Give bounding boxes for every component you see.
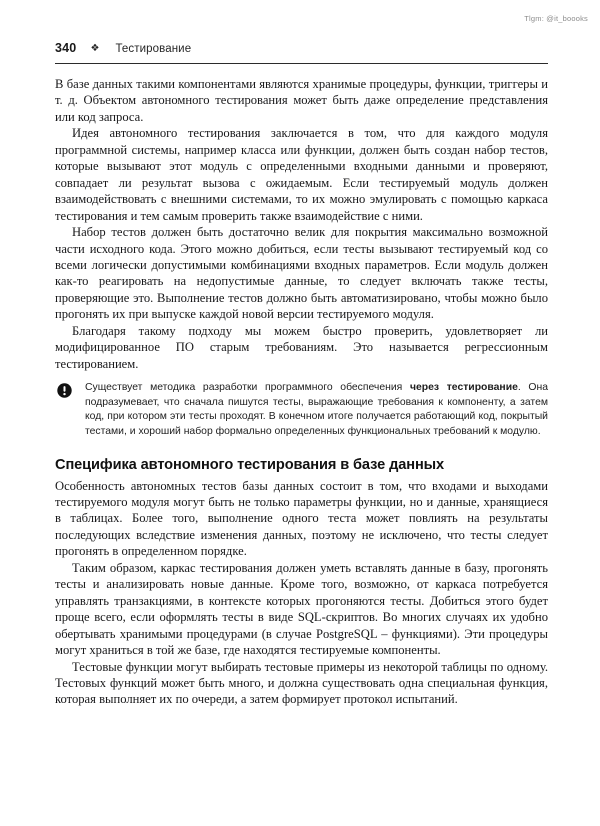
paragraph: Идея автономного тестирования заключается в том, что для каждого модуля программной системы, например класса или функции, должен быть создан набор тестов, которые вызывают этот модуль с определенными входными данными и проверяют, совпадает ли результат вызова с ожидаемым. Если тестируемый модуль должен взаимодействовать с внешними системами, то их можно эмулировать с помощью каркаса тестирования и тем самым проверить также взаимодействие с ними. xyxy=(55,126,548,223)
paragraph: Набор тестов должен быть достаточно велик для покрытия максимально возможной части исходного кода. Этого можно добиться, если тесты вызывают тестируемый код со всеми логически допустимыми комбинациями входных параметров. Если модуль должен как-то реагировать на недопустимые данные, то следует включать также тесты, проверяющие это. Выполнение тестов должно быть автоматизировано, чтобы можно было прогонять их при выпуске каждой новой версии тестируемого модуля. xyxy=(55,225,548,322)
note-text xyxy=(85,381,548,439)
note-text-bold: через тестирование xyxy=(409,382,518,394)
text-column xyxy=(55,76,548,708)
chapter-title: Тестирование xyxy=(115,43,192,55)
note-text-before: Существует методика разработки программного обеспечения xyxy=(85,382,410,394)
paragraph: Благодаря такому подходу мы можем быстро проверить, удовлетворяет ли модифицированное ПО старым требованиям. Это называется регрессионным тестированием. xyxy=(55,323,548,371)
running-head xyxy=(55,41,548,55)
paragraph: Особенность автономных тестов базы данных состоит в том, что входами и выходами тестируемого модуля могут быть не только параметры функции, но и данные, хранящиеся в таблицах. Более того, выполнение одного теста может повлиять на результаты последующих вследствие изменения данных, поэтому не исключено, что тесты следует прогонять в определенном порядке. xyxy=(55,478,548,559)
paragraph: В базе данных такими компонентами являются хранимые процедуры, функции, триггеры и т. д. Объектом автономного тестирования может быть даже определение представления или код запроса. xyxy=(55,77,548,124)
exclamation-circle-icon xyxy=(57,383,72,398)
note-callout xyxy=(55,381,548,439)
paragraph: Таким образом, каркас тестирования должен уметь вставлять данные в базу, прогонять тесты и анализировать новые данные. Кроме того, возможно, от каркаса потребуется управлять транзакциями, в контексте которых прогоняются тесты. Добиться этого будет проще всего, если оформлять тесты в виде SQL-скриптов. Во многих случаях их удобно обертывать хранимыми процедурами (в случае PostgreSQL – функциями). Эти процедуры могут храниться в той же базе, где находятся тестируемые компоненты. xyxy=(55,560,548,658)
header-divider xyxy=(55,63,548,64)
watermark-label: Tlgm: @it_boooks xyxy=(524,14,588,23)
section-heading: Специфика автономного тестирования в базе данных xyxy=(55,456,445,473)
paragraph: Тестовые функции могут выбирать тестовые примеры из некоторой таблицы по одному. Тестовых функций может быть много, и должна существовать одна специальная функция, которая выполняет их по очереди, а затем формирует протокол испытаний. xyxy=(55,659,548,707)
diamond-ornament-icon: ❖ xyxy=(90,43,100,54)
page-number: 340 xyxy=(55,41,77,55)
note-text-after: . Она подразумевает, что сначала пишутся тесты, выражающие требования к компоненту, а затем код, при котором эти тесты проходят. В конечном итоге получается работающий код, покрытый тестами, и хороший набор формально определенных функциональных требований к модулю. xyxy=(85,382,549,437)
